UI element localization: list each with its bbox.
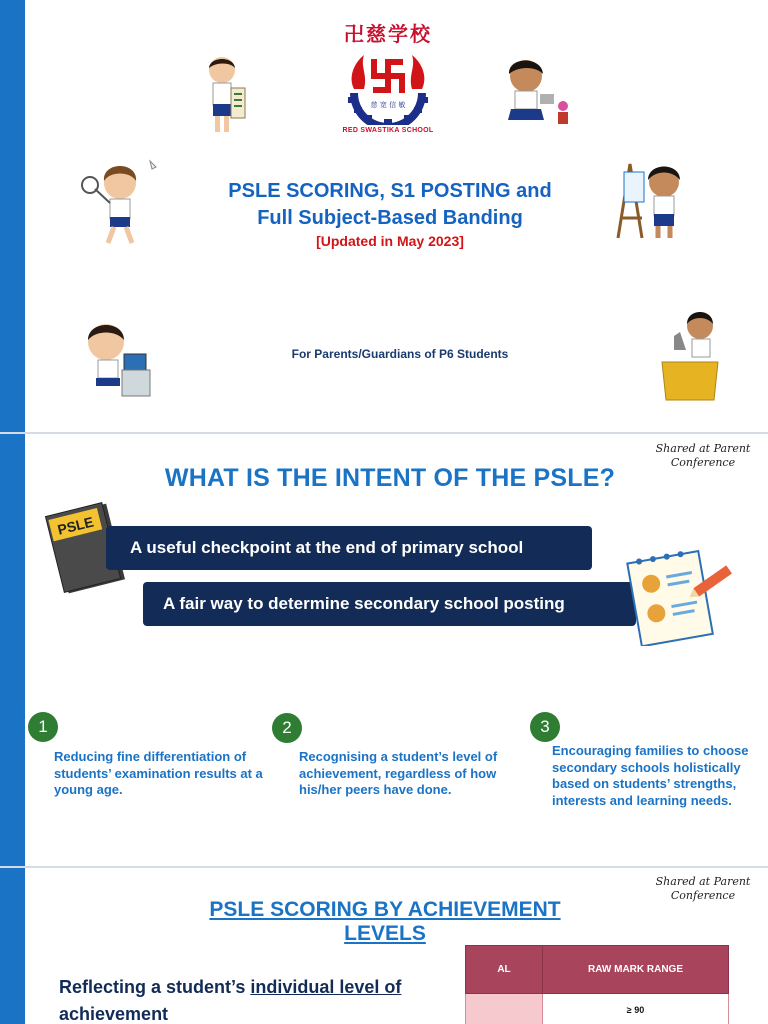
reason-3-text: Encouraging families to choose secondary schools holistically based on students’ strengths, interests and learning needs. [552, 743, 749, 808]
left-accent-bar [0, 0, 25, 432]
al-table [465, 945, 729, 1024]
intent-fair-posting-pill: A fair way to determine secondary school posting [143, 582, 636, 626]
scoring-slide [0, 868, 768, 1024]
reflecting-underlined: individual level of [250, 977, 402, 997]
intent-heading: WHAT IS THE INTENT OF THE PSLE? [164, 464, 616, 492]
student-painting-illustration [612, 158, 692, 242]
psle-book-label: PSLE [55, 513, 96, 538]
reason-1-text: Reducing fine differentiation of students’ examination results at a young age. [54, 749, 263, 797]
reason-1-number: 1 [28, 712, 58, 742]
al-cell [466, 994, 543, 1024]
intent-checkpoint-pill: A useful checkpoint at the end of primary school [106, 526, 592, 570]
reflecting-prefix: Reflecting a student’s [59, 977, 251, 997]
shared-line-1: Shared at Parent [655, 442, 751, 455]
reason-2-number: 2 [272, 713, 302, 743]
logo-school-name: RED SWASTIKA SCHOOL [342, 127, 434, 134]
raw-mark-range-column-header: RAW MARK RANGE [543, 946, 729, 994]
shared-line-1: Shared at Parent [655, 875, 751, 888]
title-line-1: PSLE SCORING, S1 POSTING and [228, 180, 552, 202]
logo-emblem-icon [340, 49, 436, 125]
shared-line-2: Conference [670, 456, 736, 469]
student-computer-illustration [78, 320, 154, 398]
scoring-heading: PSLE SCORING BY ACHIEVEMENT LEVELS [209, 898, 561, 945]
al-column-header: AL [466, 946, 543, 994]
updated-date: [Updated in May 2023] [316, 233, 464, 249]
table-row [466, 994, 729, 1024]
student-microscope-illustration [660, 306, 722, 402]
reason-3-number: 3 [530, 712, 560, 742]
reason-2-text: Recognising a student’s level of achievement, regardless of how his/her peers have done. [299, 749, 498, 797]
presentation-title [190, 178, 590, 232]
reflecting-text [59, 974, 459, 1024]
raw-mark-range-cell: ≥ 90 [543, 994, 729, 1024]
shared-at-conference-note [648, 875, 758, 903]
notepad-pencil-icon [624, 544, 732, 646]
title-line-2: Full Subject-Based Banding [257, 207, 523, 229]
student-watering-plant-illustration [496, 54, 576, 134]
title-slide [0, 0, 768, 432]
left-accent-bar [0, 868, 25, 1024]
left-accent-bar [0, 434, 25, 866]
audience-text: For Parents/Guardians of P6 Students [291, 347, 509, 361]
logo-chinese-text: 卍慈学校 [344, 22, 432, 46]
school-logo [336, 18, 440, 146]
logo-motto: 慈 宽 信 敏 [370, 101, 406, 109]
student-badminton-illustration [80, 155, 162, 251]
student-with-scroll-illustration [200, 54, 250, 138]
reflecting-line-2: achievement [59, 1004, 169, 1024]
al-table-header-row [466, 946, 729, 994]
shared-line-2: Conference [670, 889, 736, 902]
intent-slide [0, 434, 768, 866]
